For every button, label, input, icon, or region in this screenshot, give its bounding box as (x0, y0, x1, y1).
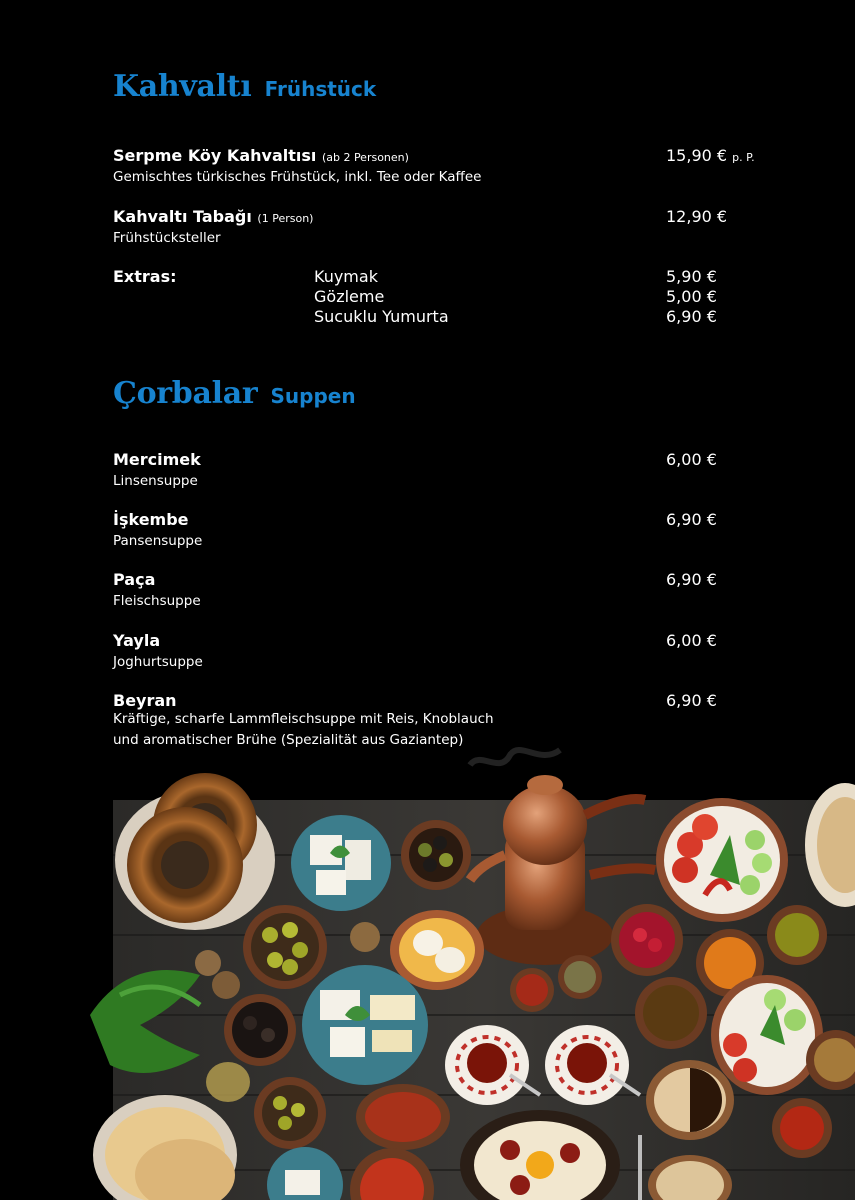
menu-item-name: İşkembe (113, 510, 189, 529)
extra-item-name: Kuymak (314, 267, 378, 286)
menu-item-description: Linsensuppe (113, 473, 198, 489)
extras-label: Extras: (113, 267, 177, 286)
menu-item-name: Mercimek (113, 450, 201, 469)
section-title-de: Frühstück (264, 77, 377, 101)
menu-item-description: und aromatischer Brühe (Spezialität aus Gaziantep) (113, 732, 464, 748)
section-title-tr: Kahvaltı (113, 69, 252, 104)
section-title-kahvalti (113, 66, 376, 104)
menu-item-description: Pansensuppe (113, 533, 203, 549)
item-name-text: Kahvaltı Tabağı (113, 207, 252, 226)
price-unit: p. P. (732, 151, 755, 164)
extras-list (314, 267, 449, 327)
menu-item-description: Joghurtsuppe (113, 654, 203, 670)
item-note: (ab 2 Personen) (321, 151, 409, 164)
extra-item-price: 6,90 € (666, 307, 717, 326)
extra-item-price: 5,90 € (666, 267, 717, 286)
menu-item-price (666, 146, 755, 165)
menu-item-description: Kräftige, scharfe Lammfleischsuppe mit Reis, Knoblauch (113, 711, 494, 727)
menu-item-price: 6,00 € (666, 631, 717, 650)
breakfast-spread-photo (0, 745, 855, 1200)
section-title-tr: Çorbalar (113, 376, 258, 411)
section-title-de: Suppen (270, 384, 356, 408)
price-value: 15,90 € (666, 146, 728, 165)
extra-item-name: Gözleme (314, 287, 385, 306)
extras-prices (666, 267, 717, 327)
menu-item-name: Yayla (113, 631, 161, 650)
menu-item-name: Paça (113, 570, 156, 589)
item-name-text: Serpme Köy Kahvaltısı (113, 146, 317, 165)
menu-item-price: 6,90 € (666, 510, 717, 529)
menu-item-description: Fleischsuppe (113, 593, 201, 609)
menu-item-name (113, 207, 313, 226)
extra-item-name: Sucuklu Yumurta (314, 307, 449, 326)
menu-item-name: Beyran (113, 691, 177, 710)
extra-item-price: 5,00 € (666, 287, 717, 306)
menu-item-price: 6,90 € (666, 691, 717, 710)
section-title-corbalar (113, 373, 356, 411)
menu-item-name (113, 146, 409, 165)
menu-item-price: 6,90 € (666, 570, 717, 589)
menu-item-price: 6,00 € (666, 450, 717, 469)
item-note: (1 Person) (257, 212, 314, 225)
menu-item-description: Frühstücksteller (113, 230, 221, 246)
menu-item-price: 12,90 € (666, 207, 728, 226)
menu-item-description: Gemischtes türkisches Frühstück, inkl. Tee oder Kaffee (113, 169, 482, 185)
